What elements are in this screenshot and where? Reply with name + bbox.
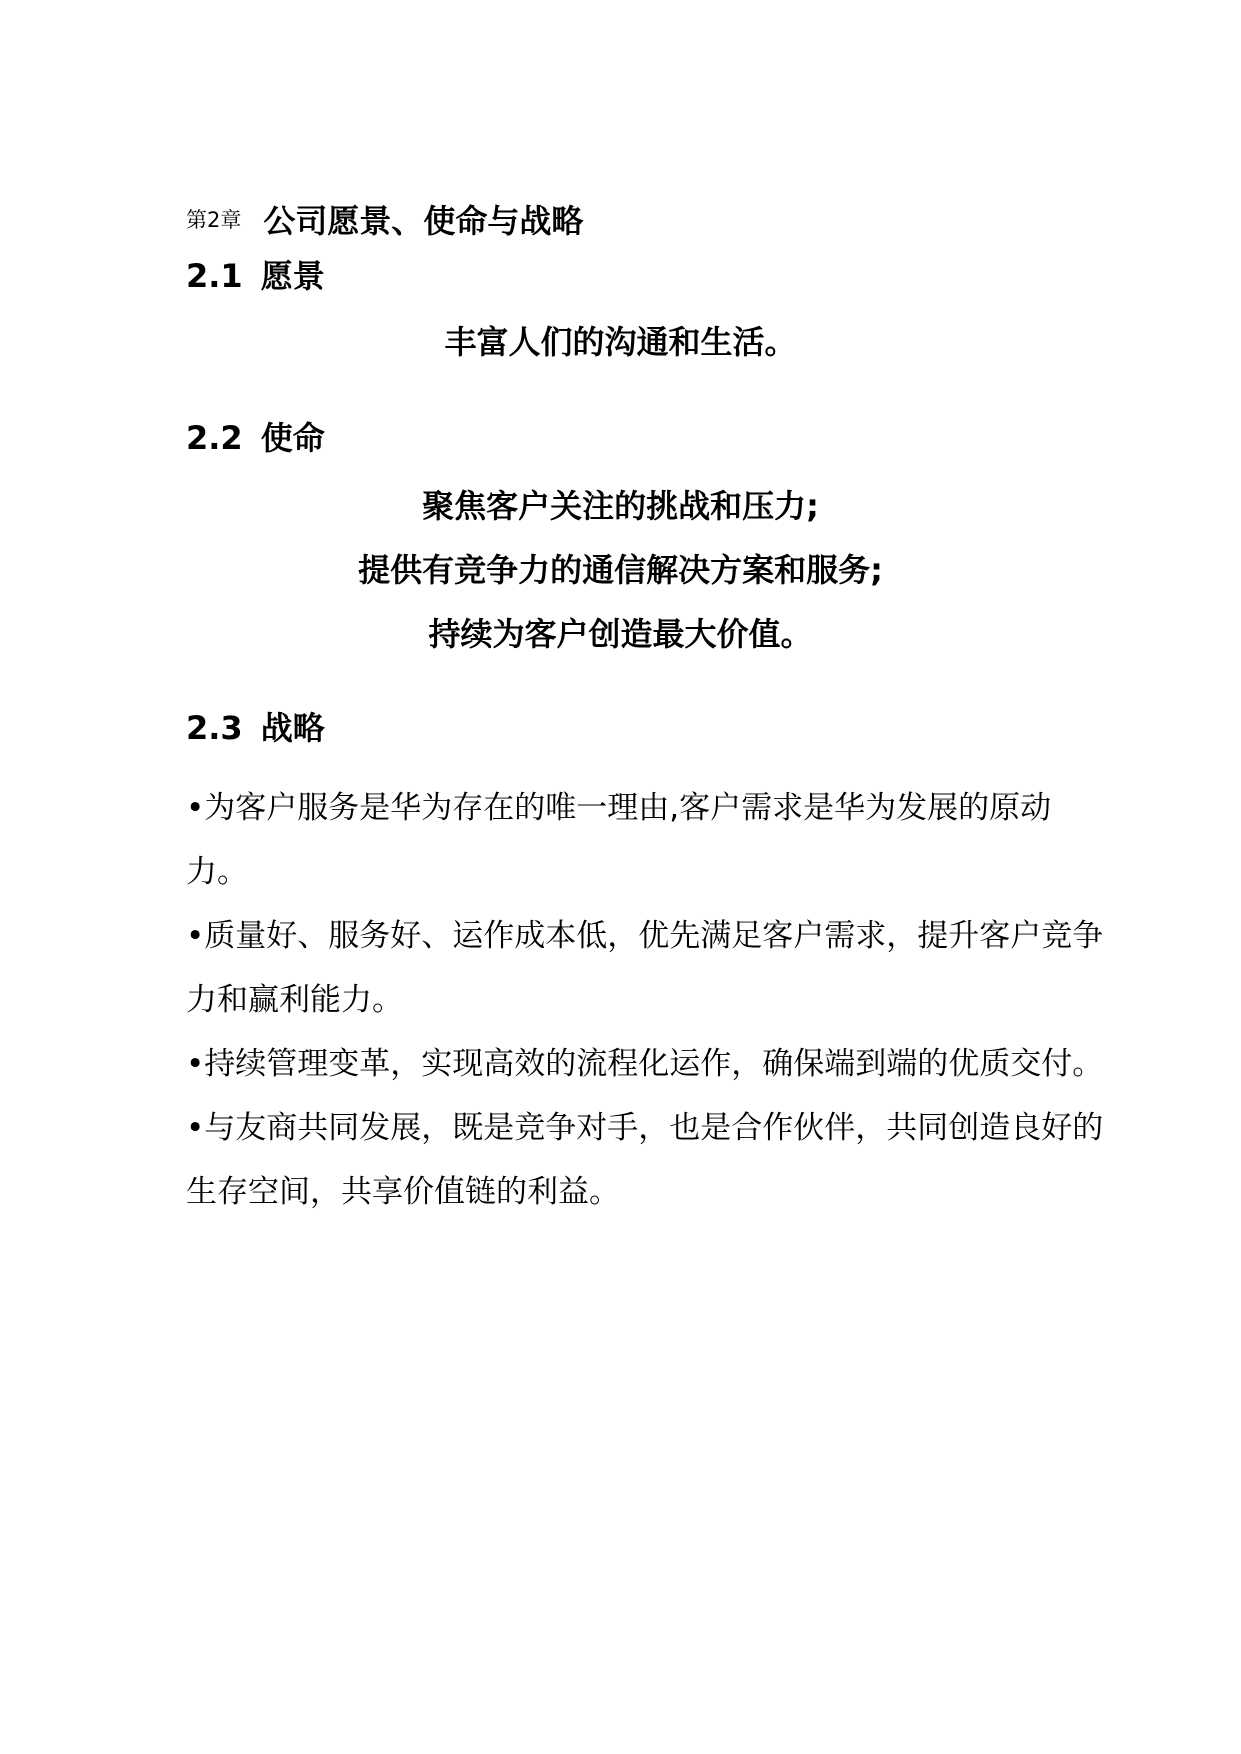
section-heading-mission [186, 416, 325, 460]
vision-statement: 丰富人们的沟通和生活。 [444, 323, 797, 361]
chapter-title: 公司愿景、使命与战略 [263, 202, 584, 240]
section-title: 战略 [260, 709, 325, 747]
mission-line: 持续为客户创造最大价值。 [428, 615, 813, 653]
strategy-item: •质量好、服务好、运作成本低，优先满足客户需求，提升客户竞争力和赢利能力。 [186, 918, 1104, 1018]
section-number: 2.2 [186, 419, 243, 457]
section-heading-strategy [186, 706, 325, 750]
section-title: 使命 [260, 419, 325, 457]
strategy-item: •为客户服务是华为存在的唯一理由,客户需求是华为发展的原动力。 [186, 790, 1052, 890]
section-title: 愿景 [260, 257, 325, 295]
strategy-item: •与友商共同发展，既是竞争对手，也是合作伙伴，共同创造良好的生存空间，共享价值链的利益。 [186, 1110, 1104, 1210]
strategy-list [186, 776, 1106, 1224]
chapter-label: 第2章 [186, 208, 242, 232]
mission-line: 聚焦客户关注的挑战和压力; [422, 487, 819, 525]
section-number: 2.1 [186, 257, 243, 295]
chapter-header [186, 196, 583, 242]
section-heading-vision [186, 254, 325, 298]
strategy-item: •持续管理变革，实现高效的流程化运作，确保端到端的优质交付。 [186, 1046, 1104, 1082]
section-number: 2.3 [186, 709, 243, 747]
mission-line: 提供有竞争力的通信解决方案和服务; [358, 551, 883, 589]
